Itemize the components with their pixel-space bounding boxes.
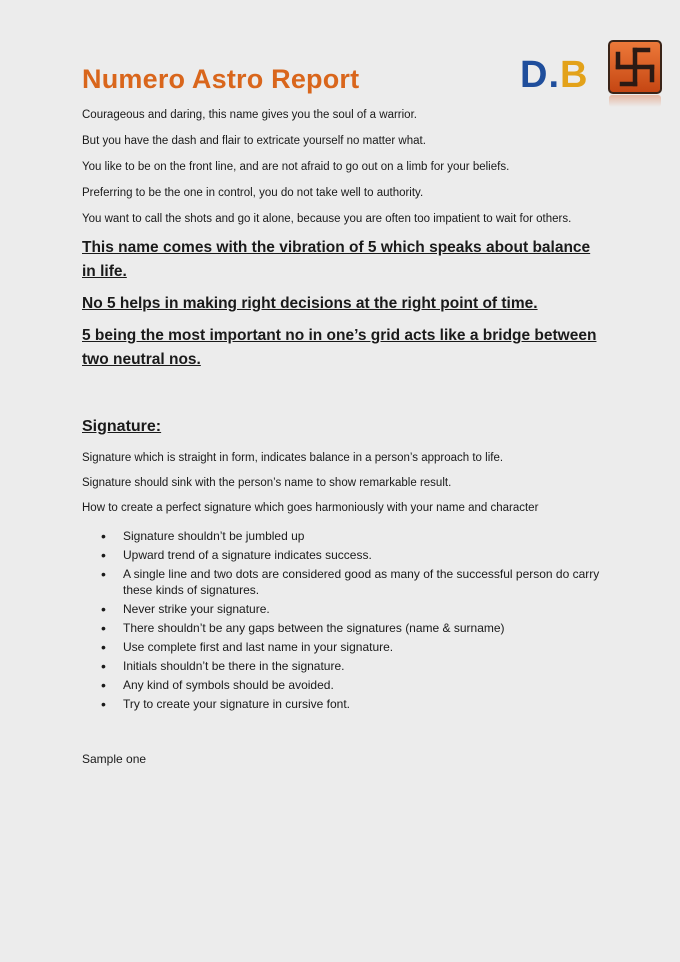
sample-label: Sample one [82, 752, 147, 766]
intro-paragraph: But you have the dash and flair to extricate yourself no matter what. [82, 135, 426, 147]
list-item: • There shouldn’t be any gaps between the signatures (name & surname) [82, 620, 602, 636]
logo-dot: . [548, 54, 561, 96]
intro-section [82, 108, 642, 238]
vibration-section [82, 236, 602, 380]
signature-paragraph: Signature should sink with the person’s name to show remarkable result. [82, 477, 452, 489]
list-item: • Upward trend of a signature indicates success. [82, 547, 602, 563]
list-item: • Try to create your signature in cursive font. [82, 696, 602, 712]
list-item: • A single line and two dots are considered good as many of the successful person do carry these kinds of signatures. [82, 566, 602, 598]
list-item: • Never strike your signature. [82, 601, 602, 617]
list-item: • Use complete first and last name in your signature. [82, 639, 602, 655]
list-item: • Initials shouldn’t be there in the signature. [82, 658, 602, 674]
logo [520, 40, 665, 110]
intro-paragraph: You want to call the shots and go it alone, because you are often too impatient to wait for others. [82, 213, 572, 225]
swastika-emblem-icon [608, 40, 662, 108]
signature-paragraph: Signature which is straight in form, indicates balance in a person’s approach to life. [82, 452, 504, 464]
list-item: • Any kind of symbols should be avoided. [82, 677, 602, 693]
signature-tips-list [82, 528, 602, 715]
signature-paragraphs [82, 451, 642, 526]
intro-paragraph: Courageous and daring, this name gives you the soul of a warrior. [82, 109, 417, 121]
intro-paragraph: Preferring to be the one in control, you do not take well to authority. [82, 187, 424, 199]
signature-paragraph: How to create a perfect signature which goes harmoniously with your name and character [82, 502, 539, 514]
vibration-statement: No 5 helps in making right decisions at the right point of time. [82, 295, 538, 312]
logo-text [520, 54, 588, 97]
intro-paragraph: You like to be on the front line, and are not afraid to go out on a limb for your beliefs. [82, 161, 510, 173]
vibration-statement: 5 being the most important no in one’s grid acts like a bridge between two neutral nos. [82, 327, 597, 368]
page-title: Numero Astro Report [82, 64, 360, 94]
logo-letter-b: B [560, 54, 589, 96]
vibration-statement: This name comes with the vibration of 5 which speaks about balance in life. [82, 239, 591, 280]
list-item: • Signature shouldn’t be jumbled up [82, 528, 602, 544]
signature-heading: Signature: [82, 418, 162, 435]
logo-letter-d: D [520, 54, 549, 96]
